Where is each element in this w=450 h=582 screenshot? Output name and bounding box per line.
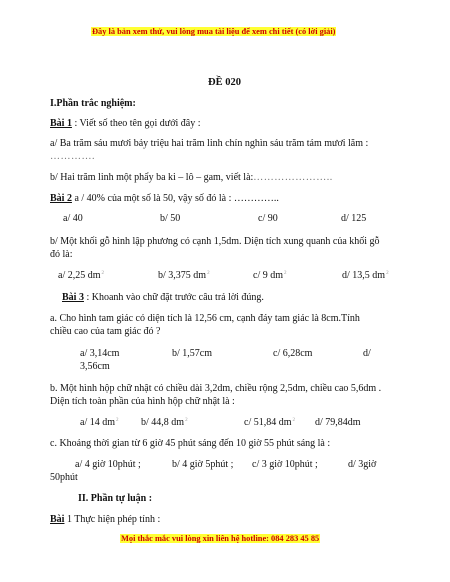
- bai3-text: : Khoanh vào chữ đặt trước câu trả lời đúng.: [83, 292, 264, 303]
- bai3-c-option-d: d/ 3giờ: [348, 459, 377, 470]
- bai2-label: Bài 2: [50, 193, 72, 204]
- footer-notice: Mọi thắc mắc vui lòng xin liên hệ hotline: 084 283 45 85: [121, 534, 320, 543]
- bai1-label: Bài 1: [50, 118, 72, 129]
- bai2-b-option-b: b/ 3,375 $dm^2$: [158, 270, 210, 281]
- bai2-heading: [50, 193, 279, 204]
- part2-bai1-label: Bài: [50, 514, 65, 525]
- bai2-b-line1: b/ Một khối gỗ hình lập phương có cạnh 1,5dm. Diện tích xung quanh của khối gỗ: [50, 236, 380, 247]
- bai3-b-option-a: a/ 14 $dm^2$: [80, 417, 119, 428]
- bai3-c-option-c: c/ 3 giờ 10phút ;: [252, 459, 318, 470]
- bai3-c-option-a: a/ 4 giờ 10phút ;: [75, 459, 141, 470]
- bai3-b-line1: b. Một hình hộp chữ nhật có chiều dài 3,2dm, chiều rộng 2,5dm, chiều cao 5,6dm .: [50, 383, 382, 394]
- part1-title: I.Phần trắc nghiệm:: [50, 98, 136, 109]
- bai3-heading: [62, 292, 264, 303]
- bai2-a-option-a: a/ 40: [63, 213, 83, 224]
- bai3-c-option-d-wrap: 50phút: [50, 472, 78, 483]
- bai1-a-dots: ………….: [50, 151, 95, 162]
- bai2-b-option-c: c/ 9 $dm^2$: [253, 270, 287, 281]
- bai1-a: a/ Ba trăm sáu mươi bảy triệu hai trăm linh chín nghìn sáu trăm tám mươi lăm :: [50, 138, 369, 149]
- bai2-a-option-c: c/ 90: [258, 213, 278, 224]
- sup-2: 2: [185, 417, 188, 423]
- bai1-b-text: b/ Hai trăm linh một phẩy ba ki – lô – gam, viết là:: [50, 172, 254, 183]
- bai3-c-option-b: b/ 4 giờ 5phút ;: [172, 459, 234, 470]
- bai3-a-option-b: b/ 1,57cm: [172, 348, 212, 359]
- bai3-a-line1: a. Cho hình tam giác có diện tích là 12,56 cm, cạnh đáy tam giác là 8cm.Tính: [50, 313, 360, 324]
- sup-2: 2: [386, 270, 389, 276]
- sup-2: 2: [116, 417, 119, 423]
- bai3-a-option-d: d/: [363, 348, 371, 359]
- bai2-a-option-b: b/ 50: [160, 213, 181, 224]
- bai3-b-option-c: c/ 51,84 $dm^2$: [244, 417, 295, 428]
- exam-title: ĐỀ 020: [208, 77, 241, 88]
- bai2-a-option-d: d/ 125: [341, 213, 367, 224]
- bai3-a-line2: chiều cao của tam giác đó ?: [50, 326, 161, 337]
- bai1-b-dots: …………………..: [253, 172, 333, 183]
- sup-2: 2: [292, 417, 295, 423]
- bai3-label: Bài 3: [62, 292, 84, 303]
- header-notice: Đây là bản xem thử, vui lòng mua tài liệu để xem chi tiết (có lời giải): [92, 27, 336, 36]
- part2-bai1: [50, 514, 160, 525]
- bai1-text: : Viết số theo tên gọi dưới đây :: [71, 118, 201, 129]
- part2-title: II. Phần tự luận :: [78, 493, 153, 504]
- bai2-b-line2: đó là:: [50, 249, 73, 260]
- bai1-b: [50, 172, 333, 183]
- sup-2: 2: [101, 270, 104, 276]
- bai3-b-option-d: d/ 79,84dm: [315, 417, 361, 428]
- bai3-c-line: c. Khoảng thời gian từ 6 giờ 45 phút sáng đến 10 giờ 55 phút sáng là :: [50, 438, 331, 449]
- bai2-text: a / 40% của một số là 50, vậy số đó là : …………..: [71, 193, 279, 204]
- bai3-b-line2: Diện tích toàn phần của hình hộp chữ nhật là :: [50, 396, 235, 407]
- bai2-b-option-d: d/ 13,5 $dm^2$: [342, 270, 389, 281]
- bai2-b-option-a: a/ 2,25 $dm^2$: [58, 270, 104, 281]
- bai3-a-option-a: a/ 3,14cm: [80, 348, 120, 359]
- sup-2: 2: [284, 270, 287, 276]
- bai3-b-option-b: b/ 44,8 $dm^2$: [141, 417, 188, 428]
- bai3-a-option-d-wrap: 3,56cm: [80, 361, 110, 372]
- bai3-a-option-c: c/ 6,28cm: [273, 348, 313, 359]
- sup-2: 2: [207, 270, 210, 276]
- bai1-heading: [50, 118, 200, 129]
- part2-bai1-text: 1 Thực hiện phép tính :: [64, 514, 161, 525]
